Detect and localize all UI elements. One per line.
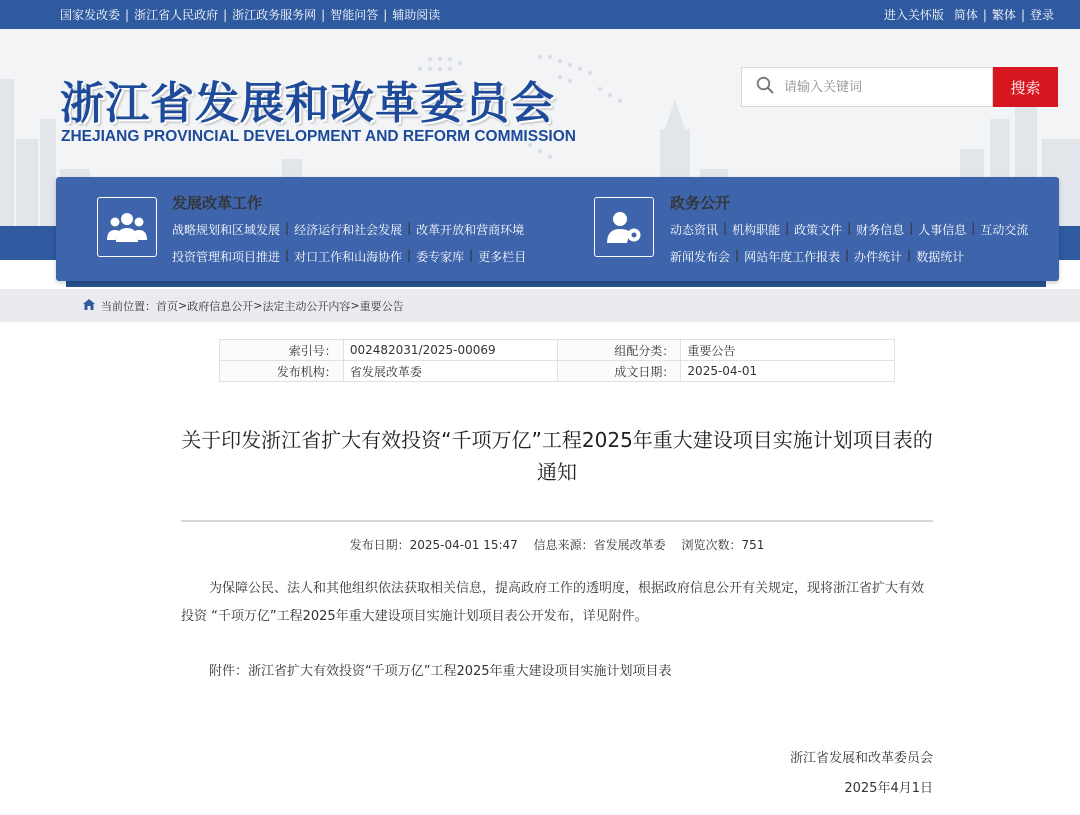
divider: |: [847, 221, 852, 235]
divider: |: [845, 248, 850, 262]
breadcrumb-sep: >: [253, 299, 263, 312]
title-divider: [181, 520, 933, 522]
nav-item-cooperation[interactable]: 对口工作和山海协作: [294, 250, 403, 264]
date-value: 2025-04-01: [681, 361, 895, 382]
divider: |: [907, 248, 912, 262]
nav-panel-shadow: [66, 281, 1046, 287]
table-row: [220, 361, 895, 382]
search-icon: [756, 76, 774, 98]
search-input[interactable]: [784, 80, 974, 95]
breadcrumb-sep: >: [178, 299, 188, 312]
top-right-links: [884, 0, 1054, 29]
breadcrumb-public-content[interactable]: 法定主动公开内容: [262, 299, 351, 313]
index-value: 002482031/2025-00069: [343, 340, 557, 361]
top-links: [60, 0, 440, 29]
link-smart-qa[interactable]: 智能问答: [330, 8, 379, 22]
nav-item-case-stats[interactable]: 办件统计: [854, 250, 903, 264]
divider: |: [383, 7, 388, 22]
nav-item-more[interactable]: 更多栏目: [478, 250, 527, 264]
nav-item-interaction[interactable]: 互动交流: [980, 223, 1029, 237]
publish-info: [181, 536, 933, 553]
divider: |: [469, 248, 474, 262]
divider: |: [407, 248, 412, 262]
link-zj-gov[interactable]: 浙江省人民政府: [134, 8, 219, 22]
nav-item-news[interactable]: 动态资讯: [670, 223, 719, 237]
breadcrumb-bar: [0, 289, 1080, 322]
info-source: 信息来源：省发展改革委: [533, 538, 666, 552]
nav-item-experts[interactable]: 委专家库: [416, 250, 465, 264]
link-login[interactable]: 登录: [1029, 8, 1054, 22]
breadcrumb: [83, 289, 404, 322]
signature-date: 2025年4月1日: [844, 781, 933, 796]
breadcrumb-announcement[interactable]: 重要公告: [359, 299, 404, 313]
table-row: [220, 340, 895, 361]
link-ndrc[interactable]: 国家发改委: [60, 8, 121, 22]
site-title-cn: 浙江省发展和改革委员会: [60, 78, 555, 129]
nav-line-reform-1: [172, 221, 524, 238]
nav-item-finance[interactable]: 财务信息: [856, 223, 905, 237]
signature-org: 浙江省发展和改革委员会: [789, 751, 933, 766]
nav-item-policy[interactable]: 政策文件: [794, 223, 843, 237]
site-title-en: ZHEJIANG PROVINCIAL DEVELOPMENT AND REFORM COMMISSION: [61, 128, 576, 145]
nav-group-title-reform[interactable]: 发展改革工作: [172, 194, 263, 212]
nav-line-reform-2: [172, 248, 526, 265]
nav-item-press[interactable]: 新闻发布会: [670, 250, 731, 264]
search-button[interactable]: 搜索: [993, 67, 1058, 107]
divider: |: [407, 221, 412, 235]
breadcrumb-gov-info[interactable]: 政府信息公开: [187, 299, 254, 313]
breadcrumb-home[interactable]: 首页: [156, 299, 178, 313]
link-zj-service[interactable]: 浙江政务服务网: [232, 8, 317, 22]
index-label: 索引号：: [220, 340, 344, 361]
view-count: 浏览次数：751: [681, 538, 765, 552]
user-settings-icon[interactable]: [594, 197, 654, 257]
attachment-link[interactable]: 附件：浙江省扩大有效投资“千项万亿”工程2025年重大建设项目实施计划项目表: [209, 664, 672, 679]
article-title: 关于印发浙江省扩大有效投资“千项万亿”工程2025年重大建设项目实施计划项目表的通知: [181, 428, 933, 484]
divider: |: [1020, 7, 1025, 22]
nav-item-economy[interactable]: 经济运行和社会发展: [294, 223, 403, 237]
divider: |: [285, 221, 290, 235]
search-bar: [741, 67, 1058, 107]
link-traditional[interactable]: 繁体: [991, 8, 1016, 22]
nav-line-public-2: [670, 248, 964, 265]
people-group-icon[interactable]: [97, 197, 157, 257]
divider: |: [223, 7, 228, 22]
divider: |: [735, 248, 740, 262]
nav-group-title-public[interactable]: 政务公开: [670, 194, 731, 212]
divider: |: [909, 221, 914, 235]
nav-item-functions[interactable]: 机构职能: [732, 223, 781, 237]
divider: |: [971, 221, 976, 235]
document-meta-table: [219, 339, 895, 382]
nav-item-investment[interactable]: 投资管理和项目推进: [172, 250, 281, 264]
nav-item-annual-report[interactable]: 网站年度工作报表: [744, 250, 841, 264]
nav-item-data-stats[interactable]: 数据统计: [916, 250, 965, 264]
nav-line-public-1: [670, 221, 1028, 238]
publish-date: 发布日期：2025-04-01 15:47: [349, 538, 518, 552]
divider: |: [321, 7, 326, 22]
nav-panel: [56, 177, 1059, 281]
top-bar: [0, 0, 1080, 29]
link-care-mode[interactable]: 进入关怀版: [883, 8, 944, 22]
category-value: 重要公告: [681, 340, 895, 361]
breadcrumb-sep: >: [350, 299, 360, 312]
publisher-value: 省发展改革委: [343, 361, 557, 382]
divider: |: [723, 221, 728, 235]
link-assist-reading[interactable]: 辅助阅读: [392, 8, 441, 22]
nav-item-personnel[interactable]: 人事信息: [918, 223, 967, 237]
search-box: [741, 67, 993, 107]
nav-item-reform-open[interactable]: 改革开放和营商环境: [416, 223, 525, 237]
divider: |: [785, 221, 790, 235]
link-simplified[interactable]: 简体: [953, 8, 978, 22]
home-icon: [83, 299, 95, 313]
date-label: 成文日期：: [557, 361, 681, 382]
article-paragraph: 为保障公民、法人和其他组织依法获取相关信息，提高政府工作的透明度，根据政府信息公开有关规定，现将浙江省扩大有效投资 “千项万亿”工程2025年重大建设项目实施计划项目表公开发布，详见附件。: [181, 581, 925, 624]
divider: |: [125, 7, 130, 22]
nav-item-strategy[interactable]: 战略规划和区域发展: [172, 223, 281, 237]
breadcrumb-label: 当前位置：: [101, 299, 156, 313]
divider: |: [982, 7, 987, 22]
divider: |: [285, 248, 290, 262]
category-label: 组配分类：: [557, 340, 681, 361]
publisher-label: 发布机构：: [220, 361, 344, 382]
